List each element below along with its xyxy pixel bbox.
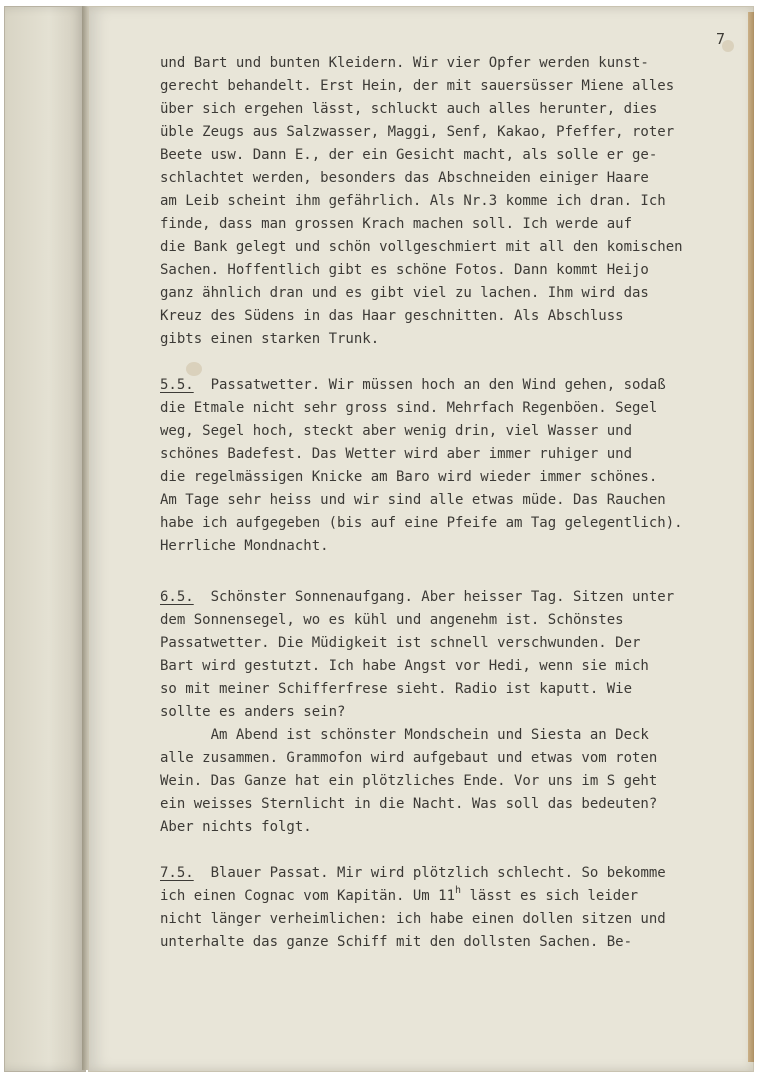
entry-first-line (160, 586, 674, 608)
text-line: habe ich aufgegeben (bis auf eine Pfeife am Tag gelegentlich). (160, 515, 683, 531)
text-line: gerecht behandelt. Erst Hein, der mit sauersüsser Miene alles (160, 78, 675, 94)
text-line: dem Sonnensegel, wo es kühl und angenehm ist. Schönstes (160, 612, 624, 628)
text-line: ganz ähnlich dran und es gibt viel zu lachen. Ihm wird das (160, 285, 649, 301)
text-line: schlachtet werden, besonders das Abschneiden einiger Haare (160, 170, 649, 186)
text-line: alle zusammen. Grammofon wird aufgebaut und etwas vom roten (160, 750, 658, 766)
page-edge (748, 12, 754, 1062)
text-line: und Bart und bunten Kleidern. Wir vier Opfer werden kunst- (160, 55, 649, 71)
entry-date: 5.5. (160, 377, 194, 393)
text-line: finde, dass man grossen Krach machen soll. Ich werde auf (160, 216, 633, 232)
text-line: üble Zeugs aus Salzwasser, Maggi, Senf, Kakao, Pfeffer, roter (160, 124, 675, 140)
entry-text: Schönster Sonnenaufgang. Aber heisser Tag. Sitzen unter (210, 589, 675, 605)
page-number: 7 (716, 30, 726, 48)
entry-date: 7.5. (160, 865, 194, 881)
text-line: ein weisses Sternlicht in die Nacht. Was soll das bedeuten? (160, 796, 658, 812)
text-line: die regelmässigen Knicke am Baro wird wieder immer schönes. (160, 469, 658, 485)
text-line: Bart wird gestutzt. Ich habe Angst vor Hedi, wenn sie mich (160, 658, 649, 674)
text-fragment: ich einen Cognac vom Kapitän. Um 11 (160, 888, 456, 904)
text-line: Am Abend ist schönster Mondschein und Siesta an Deck (160, 727, 649, 743)
text-line: Beete usw. Dann E., der ein Gesicht macht, als solle er ge- (160, 147, 658, 163)
text-line: Am Tage sehr heiss und wir sind alle etwas müde. Das Rauchen (160, 492, 666, 508)
text-line: Aber nichts folgt. (160, 819, 312, 835)
text-line: weg, Segel hoch, steckt aber wenig drin, viel Wasser und (160, 423, 633, 439)
text-line: sollte es anders sein? (160, 704, 346, 720)
text-line (160, 885, 638, 907)
text-line: so mit meiner Schifferfrese sieht. Radio ist kaputt. Wie (160, 681, 633, 697)
text-line: über sich ergehen lässt, schluckt auch alles herunter, dies (160, 101, 658, 117)
text-line: unterhalte das ganze Schiff mit den dollsten Sachen. Be- (160, 934, 633, 950)
left-page-leaf (4, 6, 86, 1072)
entry-text: Blauer Passat. Mir wird plötzlich schlecht. So bekomme (210, 865, 666, 881)
entry-date: 6.5. (160, 589, 194, 605)
text-fragment: lässt es sich leider (461, 888, 639, 904)
text-line: Passatwetter. Die Müdigkeit ist schnell verschwunden. Der (160, 635, 641, 651)
text-line: Herrliche Mondnacht. (160, 538, 329, 554)
text-line: die Etmale nicht sehr gross sind. Mehrfach Regenböen. Segel (160, 400, 658, 416)
entry-first-line (160, 862, 666, 884)
entry-first-line (160, 374, 666, 396)
text-line: schönes Badefest. Das Wetter wird aber immer ruhiger und (160, 446, 633, 462)
text-line: die Bank gelegt und schön vollgeschmiert mit all den komischen (160, 239, 683, 255)
text-line: Kreuz des Südens in das Haar geschnitten. Als Abschluss (160, 308, 624, 324)
text-line: Wein. Das Ganze hat ein plötzliches Ende. Vor uns im S geht (160, 773, 658, 789)
superscript-hour: h (455, 885, 462, 896)
text-line: Sachen. Hoffentlich gibt es schöne Fotos. Dann kommt Heijo (160, 262, 649, 278)
text-line: gibts einen starken Trunk. (160, 331, 380, 347)
entry-text: Passatwetter. Wir müssen hoch an den Wind gehen, sodaß (210, 377, 666, 393)
text-line: nicht länger verheimlichen: ich habe einen dollen sitzen und (160, 911, 666, 927)
text-line: am Leib scheint ihm gefährlich. Als Nr.3 komme ich dran. Ich (160, 193, 666, 209)
